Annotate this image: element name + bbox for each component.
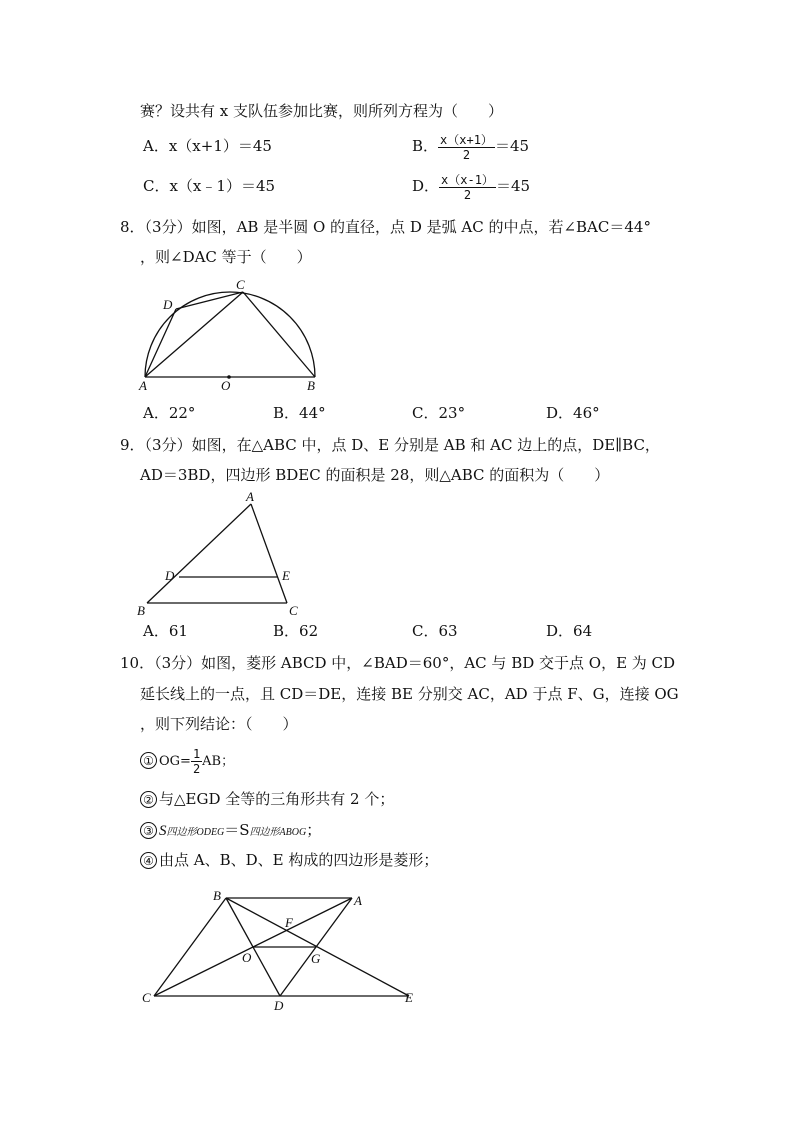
q7-option-a: A．x（x+1）＝45 (143, 137, 272, 155)
q10-label-o: O (242, 950, 252, 965)
q7-option-c: C．x（x﹣1）＝45 (143, 177, 276, 195)
q10-conclusion-3-sub2: 四边形ABOG (249, 827, 307, 838)
q9-option-d: D．64 (546, 622, 593, 640)
q9-label-c: C (289, 603, 298, 618)
q9-label-d: D (165, 568, 175, 583)
q7-option-d-denominator: 2 (463, 187, 472, 202)
q7-option-b-numerator: x（x+1） (440, 132, 493, 147)
q10-label-c: C (142, 990, 151, 1005)
q8-label-d: D (163, 297, 173, 312)
q7-option-b-denominator: 2 (462, 147, 471, 162)
q9-stem-line2: AD＝3BD，四边形 BDEC 的面积是 28，则△ABC 的面积为（ ） (140, 466, 610, 484)
q10-conclusion-2-number: ② (140, 791, 157, 808)
q7-option-d-rhs: ＝45 (495, 177, 531, 195)
q10-conclusion-4-text: 由点 A、B、D、E 构成的四边形是菱形； (159, 851, 439, 869)
q10-stem-line3: ，则下列结论：（ ） (140, 715, 298, 733)
q9-stem-line1: 9．（3分）如图，在△ABC 中，点 D、E 分别是 AB 和 AC 边上的点，DE∥BC， (120, 436, 660, 454)
q10-label-e: E (405, 990, 413, 1005)
q10-conclusion-3-end: ； (306, 821, 322, 839)
q10-conclusion-3-eq: ＝S (224, 821, 250, 839)
q10-conclusion-3-s1: S (159, 823, 167, 839)
q10-conclusion-1-frac-num: 1 (192, 746, 201, 761)
q9-label-b: B (137, 603, 145, 618)
q9-label-e: E (282, 568, 290, 583)
q8-label-o: O (221, 378, 231, 393)
q10-conclusion-3-sub1: 四边形ODEG (166, 827, 225, 838)
q10-label-d: D (274, 998, 284, 1013)
q8-option-a: A．22° (143, 404, 196, 422)
q8-option-c: C．23° (412, 404, 466, 422)
q10-conclusion-4-number: ④ (140, 852, 157, 869)
q7-option-b-rhs: ＝45 (494, 137, 530, 155)
q9-label-a: A (246, 489, 254, 504)
q10-stem-line1: 10．（3分）如图，菱形 ABCD 中，∠BAD＝60°，AC 与 BD 交于点 O，E 为 CD (120, 654, 676, 672)
q8-label-c: C (236, 277, 245, 292)
q10-conclusion-1-lhs: OG= (159, 754, 191, 769)
q8-label-a: A (139, 378, 147, 393)
q10-conclusion-1-rhs: AB； (202, 754, 235, 769)
q10-conclusion-1-frac-den: 2 (192, 761, 201, 776)
q7-tail: 赛？设共有 x 支队伍参加比赛，则所列方程为（ ） (140, 102, 503, 120)
q8-label-b: B (307, 378, 315, 393)
q10-side-bc (154, 898, 226, 996)
q9-option-c: C．63 (412, 622, 458, 640)
q10-label-a: A (354, 893, 362, 908)
q9-option-a: A．61 (143, 622, 188, 640)
q8-option-d: D．46° (546, 404, 600, 422)
q10-conclusion-2-text: 与△EGD 全等的三角形共有 2 个； (159, 790, 395, 808)
q10-stem-line2: 延长线上的一点，且 CD＝DE，连接 BE 分别交 AC，AD 于点 F、G，连接 OG (140, 685, 679, 703)
q8-option-b: B．44° (273, 404, 326, 422)
q7-option-d-numerator: x（x-1） (441, 172, 494, 187)
q7-option-b-label: B． (412, 137, 439, 155)
q10-label-g: G (311, 951, 321, 966)
q10-conclusion-3-number: ③ (140, 822, 157, 839)
q9-option-b: B．62 (273, 622, 319, 640)
q8-stem-line1: 8．（3分）如图，AB 是半圆 O 的直径，点 D 是弧 AC 的中点，若∠BAC＝44° (120, 218, 651, 236)
q10-label-b: B (213, 888, 221, 903)
q8-stem-line2: ，则∠DAC 等于（ ） (140, 248, 312, 266)
q7-option-d-label: D． (412, 177, 440, 195)
q10-label-f: F (285, 915, 293, 930)
q10-conclusion-1-number: ① (140, 752, 157, 769)
